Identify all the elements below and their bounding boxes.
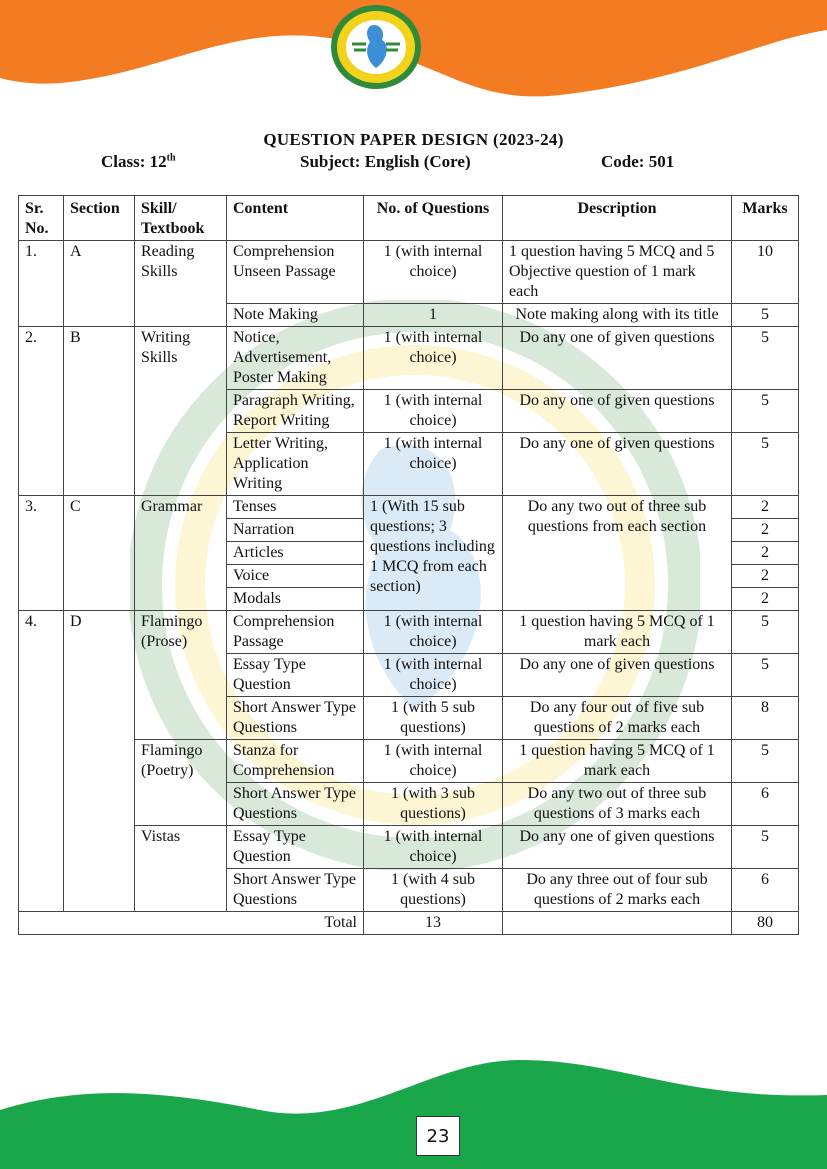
content-cell: Short Answer Type Questions (227, 783, 364, 826)
content-cell: Essay Type Question (227, 826, 364, 869)
table-header-row (19, 196, 799, 241)
marks-cell: 2 (732, 588, 799, 611)
questions-cell: 1 (With 15 sub questions; 3 questions including 1 MCQ from each section) (364, 496, 503, 611)
sr-cell: 4. (19, 611, 64, 912)
section-cell: D (64, 611, 135, 912)
header-content: Content (227, 196, 364, 241)
sr-cell: 3. (19, 496, 64, 611)
description-cell: Do any one of given questions (503, 654, 732, 697)
marks-cell: 5 (732, 654, 799, 697)
questions-cell: 1 (with internal choice) (364, 826, 503, 869)
questions-cell: 1 (with internal choice) (364, 740, 503, 783)
page-number: 23 (416, 1116, 460, 1156)
section-cell: C (64, 496, 135, 611)
total-marks: 80 (732, 912, 799, 935)
marks-cell: 5 (732, 740, 799, 783)
question-design-table (18, 195, 799, 935)
bottom-green-wave (0, 1055, 827, 1169)
content-cell: Note Making (227, 304, 364, 327)
content-cell: Short Answer Type Questions (227, 869, 364, 912)
description-cell: 1 question having 5 MCQ of 1 mark each (503, 611, 732, 654)
content-cell: Voice (227, 565, 364, 588)
questions-cell: 1 (with internal choice) (364, 611, 503, 654)
content-cell: Narration (227, 519, 364, 542)
questions-cell: 1 (364, 304, 503, 327)
marks-cell: 2 (732, 542, 799, 565)
questions-cell: 1 (with internal choice) (364, 241, 503, 304)
marks-cell: 2 (732, 565, 799, 588)
content-cell: Modals (227, 588, 364, 611)
section-cell: B (64, 327, 135, 496)
class-label: Class: 12th (101, 152, 176, 171)
document-header (0, 130, 827, 174)
marks-cell: 5 (732, 304, 799, 327)
content-cell: Short Answer Type Questions (227, 697, 364, 740)
questions-cell: 1 (with internal choice) (364, 390, 503, 433)
table-row (19, 496, 799, 519)
content-cell: Articles (227, 542, 364, 565)
sr-cell: 2. (19, 327, 64, 496)
marks-cell: 6 (732, 869, 799, 912)
content-cell: Letter Writing, Application Writing (227, 433, 364, 496)
marks-cell: 8 (732, 697, 799, 740)
description-cell: Do any two out of three sub questions from each section (503, 496, 732, 611)
content-cell: Comprehension Passage (227, 611, 364, 654)
paper-meta (0, 152, 827, 174)
description-cell: Do any two out of three sub questions of 3 marks each (503, 783, 732, 826)
description-cell: Do any one of given questions (503, 327, 732, 390)
table-row (19, 327, 799, 390)
header-description: Description (503, 196, 732, 241)
description-cell: Do any one of given questions (503, 390, 732, 433)
section-cell: A (64, 241, 135, 327)
questions-cell: 1 (with internal choice) (364, 433, 503, 496)
questions-cell: 1 (with internal choice) (364, 654, 503, 697)
table-row (19, 611, 799, 654)
content-cell: Paragraph Writing, Report Writing (227, 390, 364, 433)
total-questions: 13 (364, 912, 503, 935)
content-cell: Tenses (227, 496, 364, 519)
header-questions: No. of Questions (364, 196, 503, 241)
skill-cell: Flamingo (Prose) (135, 611, 227, 740)
skill-cell: Reading Skills (135, 241, 227, 327)
skill-cell: Grammar (135, 496, 227, 611)
sr-cell: 1. (19, 241, 64, 327)
table-row (19, 740, 799, 783)
header-section: Section (64, 196, 135, 241)
description-cell: 1 question having 5 MCQ of 1 mark each (503, 740, 732, 783)
description-cell: Do any four out of five sub questions of 2 marks each (503, 697, 732, 740)
marks-cell: 5 (732, 611, 799, 654)
marks-cell: 5 (732, 433, 799, 496)
marks-cell: 5 (732, 826, 799, 869)
content-cell: Comprehension Unseen Passage (227, 241, 364, 304)
content-cell: Stanza for Comprehension (227, 740, 364, 783)
table-row (19, 241, 799, 304)
header-skill: Skill/ Textbook (135, 196, 227, 241)
marks-cell: 2 (732, 496, 799, 519)
questions-cell: 1 (with 4 sub questions) (364, 869, 503, 912)
table-row (19, 826, 799, 869)
header-sr: Sr. No. (19, 196, 64, 241)
page-title: QUESTION PAPER DESIGN (2023-24) (263, 130, 564, 149)
skill-cell: Vistas (135, 826, 227, 912)
questions-cell: 1 (with 5 sub questions) (364, 697, 503, 740)
board-logo (330, 4, 422, 90)
marks-cell: 5 (732, 327, 799, 390)
total-row (19, 912, 799, 935)
marks-cell: 2 (732, 519, 799, 542)
content-cell: Notice, Advertisement, Poster Making (227, 327, 364, 390)
description-cell: Do any one of given questions (503, 433, 732, 496)
description-cell: Do any one of given questions (503, 826, 732, 869)
marks-cell: 6 (732, 783, 799, 826)
marks-cell: 10 (732, 241, 799, 304)
questions-cell: 1 (with 3 sub questions) (364, 783, 503, 826)
marks-cell: 5 (732, 390, 799, 433)
skill-cell: Flamingo (Poetry) (135, 740, 227, 826)
total-label: Total (19, 912, 364, 935)
description-cell: Do any three out of four sub questions of 2 marks each (503, 869, 732, 912)
description-cell: Note making along with its title (503, 304, 732, 327)
code-label: Code: 501 (601, 152, 675, 171)
content-cell: Essay Type Question (227, 654, 364, 697)
questions-cell: 1 (with internal choice) (364, 327, 503, 390)
subject-label: Subject: English (Core) (300, 152, 471, 171)
description-cell: 1 question having 5 MCQ and 5 Objective question of 1 mark each (503, 241, 732, 304)
header-marks: Marks (732, 196, 799, 241)
skill-cell: Writing Skills (135, 327, 227, 496)
total-description-empty (503, 912, 732, 935)
